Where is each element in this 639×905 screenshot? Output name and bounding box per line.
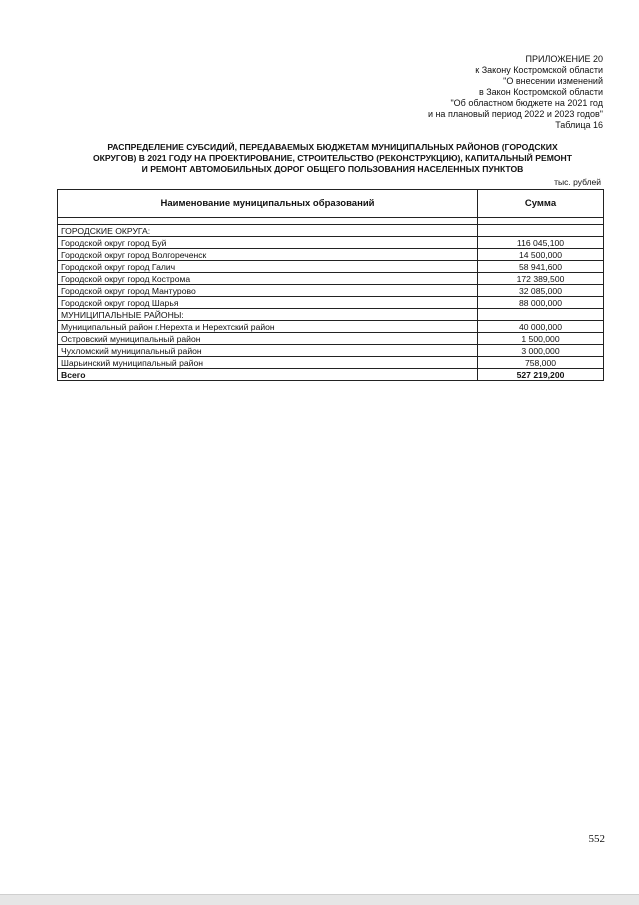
cell-name: Городской округ город Мантурово (58, 285, 478, 297)
cell-name: Городской округ город Кострома (58, 273, 478, 285)
header-line: "О внесении изменений (503, 76, 603, 86)
title-line: И РЕМОНТ АВТОМОБИЛЬНЫХ ДОРОГ ОБЩЕГО ПОЛЬЗОВАНИЯ НАСЕЛЕННЫХ ПУНКТОВ (141, 164, 524, 174)
unit-label: тыс. рублей (554, 177, 601, 187)
appendix-header (428, 54, 603, 131)
table-row (58, 345, 604, 357)
cell-name: Городской округ город Галич (58, 261, 478, 273)
cell-amount: 116 045,100 (478, 237, 604, 249)
cell-name: Чухломский муниципальный район (58, 345, 478, 357)
cell-name: Островский муниципальный район (58, 333, 478, 345)
cell-amount: 1 500,000 (478, 333, 604, 345)
table-header-row (58, 190, 604, 218)
table-row (58, 309, 604, 321)
subsidy-table (57, 189, 604, 381)
header-line: к Закону Костромской области (475, 65, 603, 75)
table-row (58, 225, 604, 237)
header-line: и на плановый период 2022 и 2023 годов" (427, 109, 603, 119)
total-amount: 527 219,200 (478, 369, 604, 381)
cell-amount: 172 389,500 (478, 273, 604, 285)
table-number: Таблица 16 (555, 120, 603, 130)
cell-name: Шарьинский муниципальный район (58, 357, 478, 369)
cell-name: Городской округ город Шарья (58, 297, 478, 309)
title-line: РАСПРЕДЕЛЕНИЕ СУБСИДИЙ, ПЕРЕДАВАЕМЫХ БЮДЖЕТАМ МУНИЦИПАЛЬНЫХ РАЙОНОВ (ГОРОДСКИХ (107, 142, 558, 152)
table-row (58, 333, 604, 345)
cell-name: Городской округ город Волгореченск (58, 249, 478, 261)
cell-amount: 40 000,000 (478, 321, 604, 333)
spacer-row (58, 218, 604, 225)
cell-name: Городской округ город Буй (58, 237, 478, 249)
table-row (58, 273, 604, 285)
cell-amount (478, 225, 604, 237)
header-line: в Закон Костромской области (478, 87, 603, 97)
header-line: "Об областном бюджете на 2021 год (450, 98, 603, 108)
table-row (58, 357, 604, 369)
table-row (58, 261, 604, 273)
cell-amount: 3 000,000 (478, 345, 604, 357)
total-label: Всего (58, 369, 478, 381)
scan-edge-strip (0, 894, 639, 905)
cell-amount: 58 941,600 (478, 261, 604, 273)
cell-amount: 758,000 (478, 357, 604, 369)
column-header-amount: Сумма (478, 190, 604, 218)
cell-amount: 14 500,000 (478, 249, 604, 261)
total-row (58, 369, 604, 381)
column-header-name: Наименование муниципальных образований (58, 190, 478, 218)
table-row (58, 285, 604, 297)
cell-name: МУНИЦИПАЛЬНЫЕ РАЙОНЫ: (58, 309, 478, 321)
cell-name: Муниципальный район г.Нерехта и Нерехтский район (58, 321, 478, 333)
cell-amount: 32 085,000 (478, 285, 604, 297)
cell-amount (478, 309, 604, 321)
table-row (58, 237, 604, 249)
table-row (58, 321, 604, 333)
page-number: 552 (588, 833, 605, 845)
cell-amount: 88 000,000 (478, 297, 604, 309)
document-title (60, 142, 605, 175)
table-row (58, 249, 604, 261)
table-row (58, 297, 604, 309)
title-line: ОКРУГОВ) В 2021 ГОДУ НА ПРОЕКТИРОВАНИЕ, СТРОИТЕЛЬСТВО (РЕКОНСТРУКЦИЮ), КАПИТАЛЬНЫЙ РЕМОНТ (93, 153, 572, 163)
header-line: ПРИЛОЖЕНИЕ 20 (525, 54, 603, 64)
cell-name: ГОРОДСКИЕ ОКРУГА: (58, 225, 478, 237)
